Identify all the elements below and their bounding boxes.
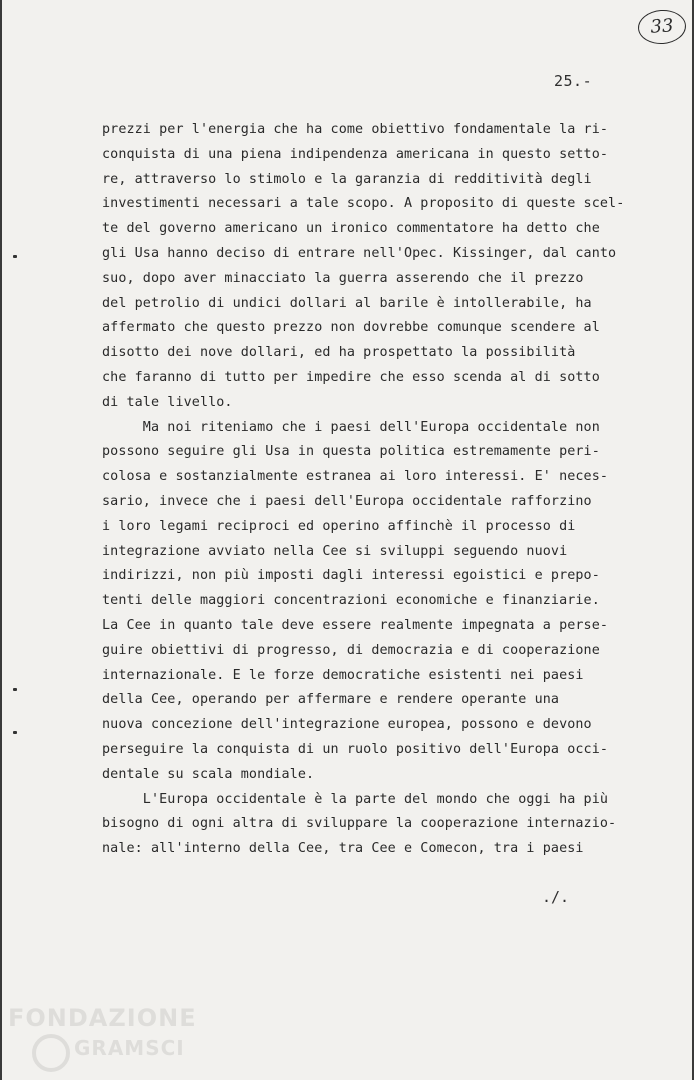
text-line: re, attraverso lo stimolo e la garanzia di redditività degli: [102, 171, 592, 187]
text-line: dentale su scala mondiale.: [102, 766, 315, 782]
margin-mark: [13, 731, 17, 734]
text-line: colosa e sostanzialmente estranea ai loro interessi. E' neces-: [102, 469, 609, 485]
text-line: guire obiettivi di progresso, di democrazia e di cooperazione: [102, 642, 600, 658]
text-line: del petrolio di undici dollari al barile è intollerabile, ha: [102, 295, 592, 311]
document-page: [2, 0, 692, 1080]
text-line: disotto dei nove dollari, ed ha prospettato la possibilità: [102, 345, 576, 361]
watermark-line-2: GRAMSCI: [74, 1036, 185, 1060]
text-line: integrazione avviato nella Cee si sviluppi seguendo nuovi: [102, 543, 568, 559]
archive-watermark: [8, 1000, 197, 1070]
text-line: possono seguire gli Usa in questa politica estremamente peri-: [102, 444, 600, 460]
watermark-logo-icon: [32, 1034, 70, 1072]
text-line: internazionale. E le forze democratiche esistenti nei paesi: [102, 667, 584, 683]
body-text: [102, 118, 625, 862]
text-line: nuova concezione dell'integrazione europea, possono e devono: [102, 717, 592, 733]
margin-mark: [13, 688, 17, 691]
text-line: Ma noi riteniamo che i paesi dell'Europa occidentale non: [102, 419, 600, 435]
text-line: nale: all'interno della Cee, tra Cee e Comecon, tra i paesi: [102, 841, 584, 857]
text-line: perseguire la conquista di un ruolo positivo dell'Europa occi-: [102, 741, 609, 757]
archive-number-stamp: 33: [637, 8, 687, 45]
text-line: conquista di una piena indipendenza americana in questo setto-: [102, 146, 609, 162]
text-line: gli Usa hanno deciso di entrare nell'Opec. Kissinger, dal canto: [102, 245, 617, 261]
watermark-line-1: FONDAZIONE: [8, 1004, 197, 1032]
text-line: La Cee in quanto tale deve essere realmente impegnata a perse-: [102, 617, 609, 633]
text-line: bisogno di ogni altra di sviluppare la cooperazione internazio-: [102, 816, 617, 832]
text-line: prezzi per l'energia che ha come obiettivo fondamentale la ri-: [102, 122, 609, 137]
text-line: di tale livello.: [102, 394, 233, 410]
margin-mark: [13, 255, 17, 258]
text-line: investimenti necessari a tale scopo. A proposito di queste scel-: [102, 196, 625, 212]
text-line: della Cee, operando per affermare e rendere operante una: [102, 692, 560, 708]
text-line: L'Europa occidentale è la parte del mondo che oggi ha più: [102, 791, 609, 807]
text-line: indirizzi, non più imposti dagli interessi egoistici e prepo-: [102, 568, 600, 584]
text-line: sario, invece che i paesi dell'Europa occidentale rafforzino: [102, 493, 592, 509]
text-line: affermato che questo prezzo non dovrebbe comunque scendere al: [102, 320, 600, 336]
text-line: te del governo americano un ironico commentatore ha detto che: [102, 221, 600, 237]
page-number: 25.-: [554, 72, 593, 90]
text-line: i loro legami reciproci ed operino affinchè il processo di: [102, 518, 576, 534]
text-line: suo, dopo aver minacciato la guerra asserendo che il prezzo: [102, 270, 584, 286]
text-line: che faranno di tutto per impedire che esso scenda al di sotto: [102, 369, 600, 385]
continuation-mark: ./.: [542, 888, 570, 906]
text-line: tenti delle maggiori concentrazioni economiche e finanziarie.: [102, 593, 600, 609]
